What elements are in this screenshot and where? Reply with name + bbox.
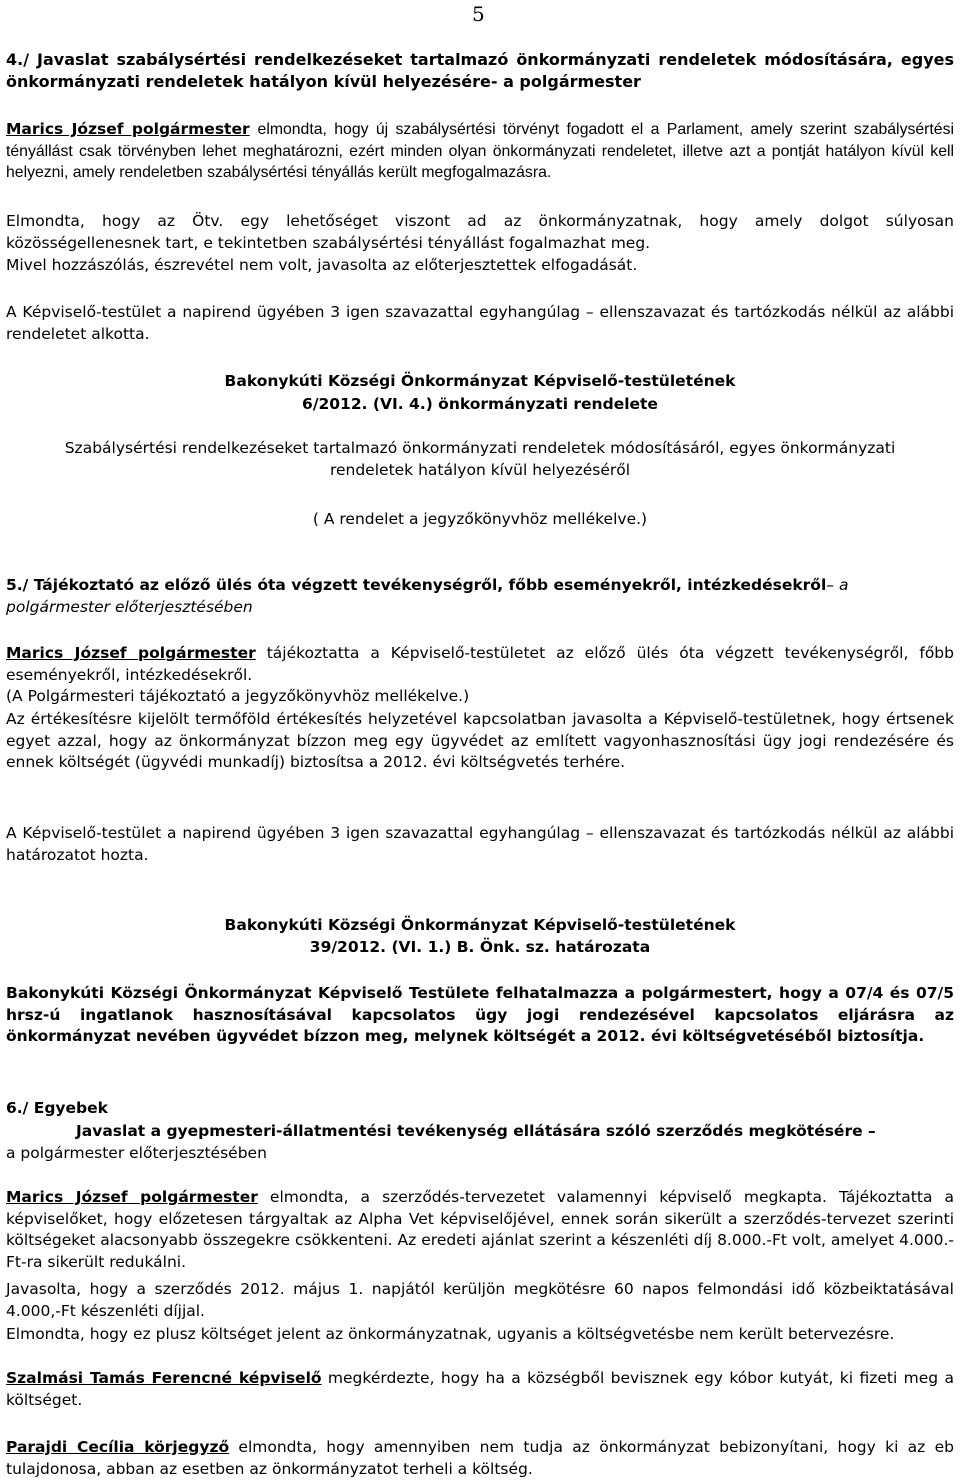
item6-subheading: Javaslat a gyepmesteri-állatmentési tevékenység ellátására szóló szerződés megkötésére – bbox=[76, 1122, 876, 1140]
item6-paragraph-5: Parajdi Cecília körjegyző elmondta, hogy amennyiben nem tudja az önkormányzat bebizonyítani, hogy ki az eb tulajdonosa, abban az esetben az önkormányzatot terheli a költség. bbox=[6, 1438, 954, 1478]
decree-number: 6/2012. (VI. 4.) önkormányzati rendelete bbox=[302, 395, 658, 413]
item6-paragraph-2: Javasolta, hogy a szerződés 2012. május 1. napjától kerüljön megkötésre 60 napos felmondási idő közbeiktatásával 4.000,-Ft készenléti díjjal. bbox=[6, 1280, 954, 1320]
item6-presenter: a polgármester előterjesztésében bbox=[6, 1144, 267, 1162]
resolution-text: Bakonykúti Községi Önkormányzat Képviselő Testülete felhatalmazza a polgármestert, hogy a 07/4 és 07/5 hrsz-ú ingatlanok hasznosításával kapcsolatos ügy jogi rendezésével kapcsolatos eljárásra az önkormányzat nevében ügyvédet bízzon meg, melynek költségét a 2012. évi költségvetéséből biztosítja. bbox=[6, 984, 954, 1045]
item6-paragraph-4: Szalmási Tamás Ferencné képviselő megkérdezte, hogy ha a községből bevisznek egy kóbor kutyát, ki fizeti meg a költséget. bbox=[6, 1369, 954, 1409]
item4-paragraph-1: Marics József polgármester elmondta, hogy új szabálysértési törvényt fogadott el a Parlament, amely szerint szabálysértési tényállást csak törvényben lehet meghatározni, ezért minden olyan önkormányzati rendeletet, illetve azt a pontját hatályon kívül kell helyezni, amely rendeletben szabálysértési tényállás került megfogalmazásra. bbox=[6, 120, 954, 181]
speaker-name: Marics József polgármester bbox=[6, 1188, 258, 1206]
item4-vote: A Képviselő-testület a napirend ügyében 3 igen szavazattal egyhangúlag – ellenszavazat és tartózkodás nélkül az alábbi rendeletet alkotta. bbox=[6, 303, 954, 343]
item4-paragraph-3: Mivel hozzászólás, észrevétel nem volt, javasolta az előterjesztettek elfogadását. bbox=[6, 256, 638, 274]
item6-paragraph-1: Marics József polgármester elmondta, a szerződés-tervezetet valamennyi képviselő megkapta. Tájékoztatta a képviselőket, hogy előzetesen tárgyaltak az Alpha Vet képviselőjével, ennek során sikerült a szerződés-tervezet szerinti költségeket alacsonyabb összegekre csökkenteni. Az eredeti ajánlat szerint a készenléti díj 8.000.-Ft volt, amelyet 4.000.-Ft-ra sikerült redukálni. bbox=[6, 1188, 954, 1271]
item6-paragraph-3: Elmondta, hogy ez plusz költséget jelent az önkormányzatnak, ugyanis a költségvetésbe nem került betervezésre. bbox=[6, 1325, 895, 1343]
speaker-name: Marics József polgármester bbox=[6, 120, 250, 138]
item5-vote: A Képviselő-testület a napirend ügyében 3 igen szavazattal egyhangúlag – ellenszavazat és tartózkodás nélkül az alábbi határozatot hozta. bbox=[6, 824, 954, 864]
decree-annex-note: ( A rendelet a jegyzőkönyvhöz mellékelve.) bbox=[312, 510, 648, 528]
resolution-issuer: Bakonykúti Községi Önkormányzat Képviselő-testületének bbox=[224, 916, 736, 934]
item4-paragraph-2: Elmondta, hogy az Ötv. egy lehetőséget viszont ad az önkormányzatnak, hogy amely dolgot súlyosan közösségellenesnek tart, e tekintetben szabálysértési tényállást fogalmazhat meg. bbox=[6, 212, 954, 252]
item5-title: 5./ Tájékoztató az előző ülés óta végzett tevékenységről, főbb eseményekről, intézkedésekről– a polgármester előterjesztésében bbox=[6, 576, 849, 616]
resolution-number: 39/2012. (VI. 1.) B. Önk. sz. határozata bbox=[309, 938, 651, 956]
page-number: 5 bbox=[472, 2, 485, 26]
item5-paragraph-1: Marics József polgármester tájékoztatta a Képviselő-testületet az előző ülés óta végzett tevékenységről, főbb eseményekről, intézkedésekről. bbox=[6, 644, 954, 684]
decree-subject: Szabálysértési rendelkezéseket tartalmazó önkormányzati rendeletek módosításáról, egyes önkormányzati rendeletek hatályon kívül helyezéséről bbox=[64, 439, 896, 479]
decree-issuer: Bakonykúti Községi Önkormányzat Képviselő-testületének bbox=[224, 372, 736, 390]
speaker-name: Parajdi Cecília körjegyző bbox=[6, 1438, 230, 1456]
speaker-name: Marics József polgármester bbox=[6, 644, 256, 662]
item5-paragraph-3: Az értékesítésre kijelölt termőföld értékesítés helyzetével kapcsolatban javasolta a Képviselő-testületnek, hogy értsenek egyet azzal, hogy az önkormányzat bízzon meg egy ügyvédet az említett vagyonhasznosítási ügy jogi rendezésére és ennek költségét (ügyvédi munkadíj) biztosítsa a 2012. évi költségvetés terhére. bbox=[6, 710, 954, 771]
item6-heading: 6./ Egyebek bbox=[6, 1099, 108, 1117]
item5-annex-note: (A Polgármesteri tájékoztató a jegyzőkönyvhöz mellékelve.) bbox=[6, 687, 470, 705]
speaker-name: Szalmási Tamás Ferencné képviselő bbox=[6, 1369, 322, 1387]
item4-title: 4./ Javaslat szabálysértési rendelkezéseket tartalmazó önkormányzati rendeletek módosítására, egyes önkormányzati rendeletek hatályon kívül helyezésére- a polgármester bbox=[6, 50, 954, 91]
